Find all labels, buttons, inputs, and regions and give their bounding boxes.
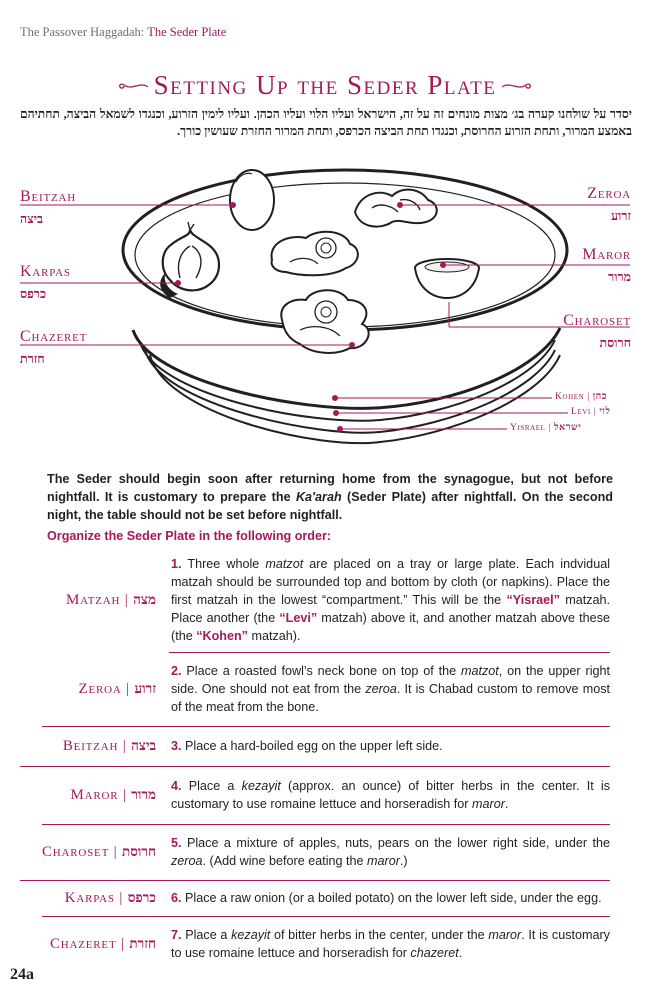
step-text <box>171 834 610 870</box>
label-karpas-he: כרפס <box>20 287 47 301</box>
step-number: 6. <box>171 891 182 905</box>
step-text-segment: . It is customary to use romaine lettuce and horseradish for <box>171 928 610 960</box>
step-text-segment: Place a mixture of apples, nuts, pears on the lower right side, under the <box>181 836 610 850</box>
label-kohen-en: Kohen <box>555 392 585 402</box>
label-charoset-he: חרוסת <box>599 336 631 350</box>
step-4 <box>0 766 650 824</box>
intro-paragraph <box>47 470 613 524</box>
lettuce-icon <box>272 232 358 276</box>
book-title: The Passover Haggadah: <box>20 25 145 39</box>
right-swash-ornament <box>500 79 534 93</box>
step-text-segment: Three whole <box>181 557 266 571</box>
step-label <box>0 592 156 609</box>
step-label-en: Charoset <box>41 843 110 860</box>
step-text <box>171 926 610 962</box>
step-label-he: חרוסת <box>122 843 156 859</box>
label-karpas-en: Karpas <box>20 263 71 280</box>
label-charoset-en: Charoset <box>563 312 631 329</box>
label-charoset <box>563 312 631 351</box>
step-5 <box>0 824 650 880</box>
label-maror-he: מרור <box>608 270 631 284</box>
step-label <box>0 738 156 755</box>
step-number: 7. <box>171 928 182 942</box>
label-maror <box>582 246 631 285</box>
step-label-separator: | <box>118 737 132 754</box>
label-yisrael-he: ישראל <box>554 423 582 433</box>
step-number: 3. <box>171 739 182 753</box>
step-label-he: כרפס <box>127 889 156 905</box>
step-text-segment: Place a raw onion (or a boiled potato) on the lower left side, under the egg. <box>181 891 602 905</box>
title-row <box>0 70 650 101</box>
step-number: 2. <box>171 664 182 678</box>
label-maror-en: Maror <box>582 246 631 263</box>
step-label <box>0 844 156 861</box>
step-text-segment: matzah). <box>247 629 301 643</box>
step-text-segment: zeroa <box>365 682 397 696</box>
step-7 <box>0 916 650 972</box>
page-title: Setting Up the Seder Plate <box>153 70 497 100</box>
step-label-he: ביצה <box>131 737 156 753</box>
step-text <box>171 889 610 907</box>
step-text <box>171 777 610 813</box>
step-number: 5. <box>171 836 182 850</box>
step-text-segment: matzot <box>461 664 499 678</box>
step-text-segment: matzah) above it, and another matzah above these (the <box>171 611 610 643</box>
order-heading: Organize the Seder Plate in the following order: <box>47 529 332 543</box>
step-text-segment: kezayit <box>231 928 271 942</box>
step-label-separator: | <box>120 591 134 608</box>
step-text <box>171 662 610 716</box>
step-number: 4. <box>171 779 182 793</box>
step-text <box>171 555 610 645</box>
label-beitzah-he: ביצה <box>20 212 44 226</box>
running-head <box>20 25 226 40</box>
step-text-segment: maror <box>367 854 400 868</box>
step-text-segment: matzah. Place another (the <box>171 593 610 625</box>
step-label-en: Chazeret <box>49 935 117 952</box>
step-1 <box>0 548 650 652</box>
step-6 <box>0 880 650 916</box>
page-number: 24a <box>10 966 34 983</box>
step-label-separator: | <box>121 680 135 697</box>
step-label <box>0 890 156 907</box>
step-label-he: מרור <box>131 786 156 802</box>
step-text-segment: zeroa <box>171 854 203 868</box>
step-label-he: מצה <box>133 591 156 607</box>
shank-bone-icon <box>355 190 437 227</box>
step-text-segment: “Kohen” <box>196 629 248 643</box>
step-text-segment: , on the upper right side. One should not eat from the <box>171 664 610 696</box>
step-label-he: זרוע <box>134 680 156 696</box>
step-text-segment: . It is Chabad custom to remove most of the meat from the bone. <box>171 682 610 714</box>
label-kohen-he: כהן <box>592 392 608 402</box>
step-2 <box>0 652 650 726</box>
step-label-separator: | <box>114 889 128 906</box>
section-title: The Seder Plate <box>147 25 227 39</box>
step-text-segment: maror <box>488 928 522 942</box>
label-chazeret <box>20 328 87 367</box>
step-label-en: Zeroa <box>78 680 122 697</box>
label-yisrael: Yisrael | ישראל <box>510 423 582 433</box>
step-label-en: Beitzah <box>62 737 119 754</box>
step-label-en: Karpas <box>64 889 115 906</box>
step-text-segment: maror <box>472 797 505 811</box>
label-levi: Levi | לוי <box>571 407 611 417</box>
seder-plate-diagram <box>0 160 650 450</box>
step-label-he: חזרת <box>129 935 156 951</box>
step-text-segment: . <box>504 797 509 811</box>
step-label <box>0 681 156 698</box>
step-number: 1. <box>171 557 182 571</box>
step-text-segment: . <box>458 946 463 960</box>
label-levi-he: לוי <box>599 407 611 417</box>
step-text-segment: of bitter herbs in the center, under the <box>270 928 489 942</box>
step-text-segment: matzot <box>265 557 304 571</box>
label-zeroa-he: זרוע <box>611 209 631 223</box>
label-zeroa-en: Zeroa <box>587 185 631 202</box>
step-text-segment: Place a <box>181 928 232 942</box>
step-text-segment: “Yisrael” <box>506 593 560 607</box>
label-zeroa <box>587 185 631 224</box>
label-chazeret-en: Chazeret <box>20 328 88 345</box>
label-beitzah-en: Beitzah <box>20 188 76 205</box>
step-text-segment: are placed on a tray or large plate. Each indvidual matzah should be surrounded top and bottom by cloth (or napkins). Place the first matzah in the lowest “compartment.” This will be the <box>171 557 610 607</box>
hebrew-instructions: יסדר על שולחנו קערה בג׳ מצות מונחים זה על זה, הישראל ועליו הלוי ועליו הכהן. ועליו לימין הזרוע, וכנגדו לשמאל הביצה, תחתיהם באמצע המרור, ותחת הזרוע החרוסת, וכנגדו תחת הביצה הכרפס, ותחת המרור החזרת שעושין כורך. <box>20 107 632 138</box>
step-text-segment: chazeret <box>410 946 459 960</box>
label-kohen: Kohen | כהן <box>555 392 608 402</box>
left-swash-ornament <box>116 79 150 93</box>
step-text <box>171 737 610 755</box>
step-text-segment: Place a roasted fowl’s neck bone on top of the <box>181 664 461 678</box>
step-label-en: Matzah <box>66 591 121 608</box>
step-label <box>0 787 156 804</box>
step-label-en: Maror <box>70 786 119 803</box>
step-label-separator: | <box>109 843 122 860</box>
step-3 <box>0 726 650 766</box>
label-karpas <box>20 263 71 302</box>
step-text-segment: Place a <box>181 779 242 793</box>
label-levi-en: Levi <box>571 407 591 417</box>
step-text-segment: (approx. an ounce) of bitter herbs in the center. It is customary to use romaine lettuce and horseradish for <box>171 779 610 811</box>
step-label-separator: | <box>118 786 132 803</box>
step-text-segment: .) <box>399 854 408 868</box>
step-label <box>0 936 156 953</box>
step-text-segment: kezayit <box>241 779 281 793</box>
step-label-separator: | <box>116 935 130 952</box>
egg-icon <box>230 170 274 230</box>
intro-term: Ka'arah <box>295 490 342 504</box>
step-text-segment: . (Add wine before eating the <box>202 854 368 868</box>
step-text-segment: Place a hard-boiled egg on the upper left side. <box>181 739 443 753</box>
intro-part-1: The Seder should begin soon after returning home from the synagogue, but not before nightfall. It is customary to prepare the <box>47 472 613 504</box>
label-chazeret-he: חזרת <box>20 352 45 366</box>
label-beitzah <box>20 188 76 227</box>
label-yisrael-en: Yisrael <box>510 423 546 433</box>
intro-part-2: (Seder Plate) after nightfall. On the second night, the table should not be set before nightfall. <box>47 490 613 522</box>
step-text-segment: “Levi” <box>279 611 318 625</box>
